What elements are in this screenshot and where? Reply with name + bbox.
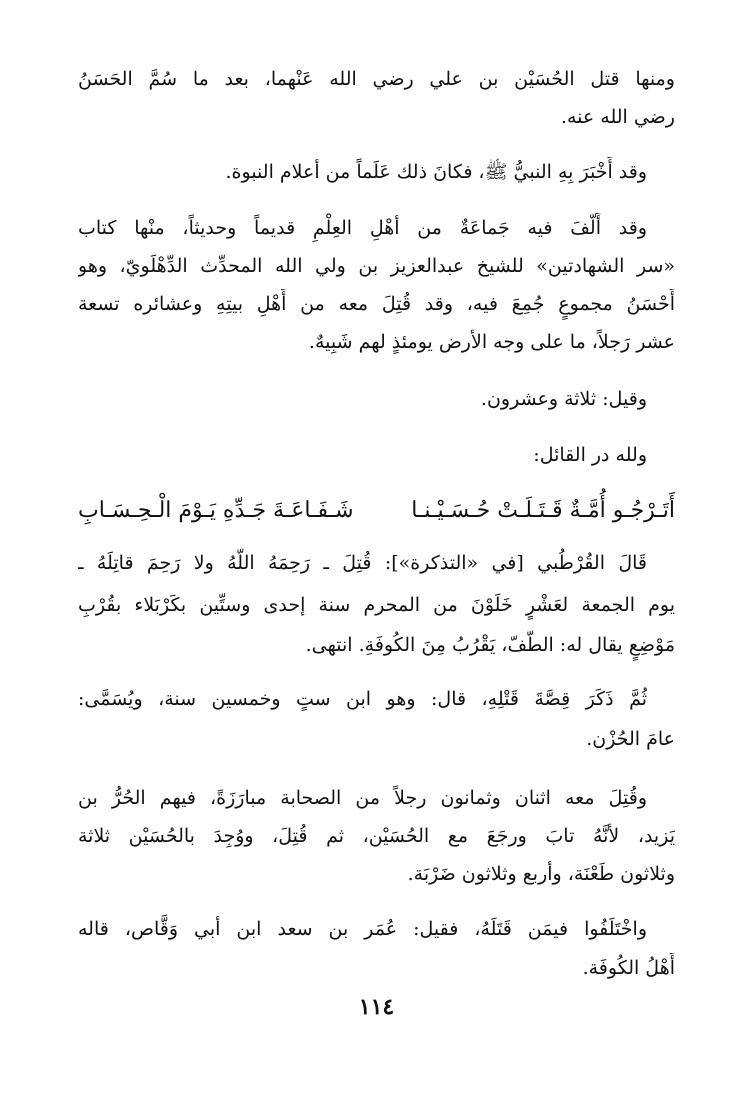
text-line: قَالَ القُرْطُبي [في «التذكرة»]: قُتِلَ ـ رَحِمَهُ اللَّهُ ولا رَحِمَ قاتِلَهُ ـ xyxy=(78,552,647,574)
text-line: مَوْضِعٍ يقال له: الطَّفّ، يَقْرُبُ مِنَ الكُوفَةِ. انتهى. xyxy=(305,634,675,656)
text-line: «سر الشهادتين» للشيخ عبدالعزيز بن ولي الله المحدِّث الدِّهْلَويّ، وهو xyxy=(78,255,675,277)
text-line: وقُتِلَ معه اثنان وثمانون رجلاً من الصحابة مبارَزَةً، فيهم الحُرُّ بن xyxy=(78,787,647,809)
text-line: ولله در القائل: xyxy=(533,444,647,466)
text-line: وقد أَلَّفَ فيه جَماعَةٌ من أهْلِ العِلْمِ قديماً وحديثاً، منْها كتاب xyxy=(78,217,647,239)
text-line: وثلاثون طَعْنَة، وأربع وثلاثون ضَرْبَة. xyxy=(407,863,675,885)
text-line: وقد أَخْبَرَ بِهِ النبيُّ ﷺ، فكانَ ذلك عَلَماً من أعلام النبوة. xyxy=(225,161,647,183)
text-line: ومنها قتل الحُسَيْن بن علي رضي الله عَنْهما، بعد ما سُمَّ الحَسَنُ xyxy=(78,68,675,90)
text-line: عشر رَجلاً، ما على وجه الأرض يومئذٍ لهم شَبِيهٌ. xyxy=(308,331,675,353)
text-line: يَزيد، لأنَّهُ تابَ ورجَعَ مع الحُسَيْن، ثم قُتِلَ، ووُجِدَ بالحُسَيْن ثلاثة xyxy=(78,825,675,847)
verse-first-hemistich: أَتَـرْجُـو أُمَّـةٌ قَـتَـلَـتْ حُـسَـيْـنـا xyxy=(411,498,675,523)
text-line: يوم الجمعة لعَشْرٍ خَلَوْنَ من المحرم سنة إحدى وستِّين بكَرْبَلاء بقُرْبِ xyxy=(78,594,675,616)
text-line: وقيل: ثلاثة وعشرون. xyxy=(480,388,647,410)
text-line: أَهْلُ الكُوفَة. xyxy=(582,957,675,979)
text-line: عامَ الحُزْن. xyxy=(586,728,675,750)
poetry-verse xyxy=(78,494,675,530)
text-line: ثُمَّ ذَكَرَ قِصَّةَ قَتْلِهِ، قال: وهو ابن ستٍ وخمسين سنة، ويُسَمَّى: xyxy=(78,688,647,710)
page-number: ١١٤ xyxy=(358,994,395,1020)
verse-second-hemistich: شَـفَـاعَـةَ جَـدِّهِ يَـوْمَ الْـحِـسَـابِ xyxy=(78,498,354,523)
text-line: رضي الله عنه. xyxy=(560,106,675,128)
text-line: واخْتَلَفُوا فيمَن قَتَلَهُ، فقيل: عُمَر بن سعد ابن أبي وَقَّاص، قاله xyxy=(78,918,647,940)
text-line: أَحْسَنُ مجموعٍ جُمِعَ فيه، وقد قُتِلَ معه من أَهْلِ بيتِهِ وعشائره تسعة xyxy=(78,293,675,315)
